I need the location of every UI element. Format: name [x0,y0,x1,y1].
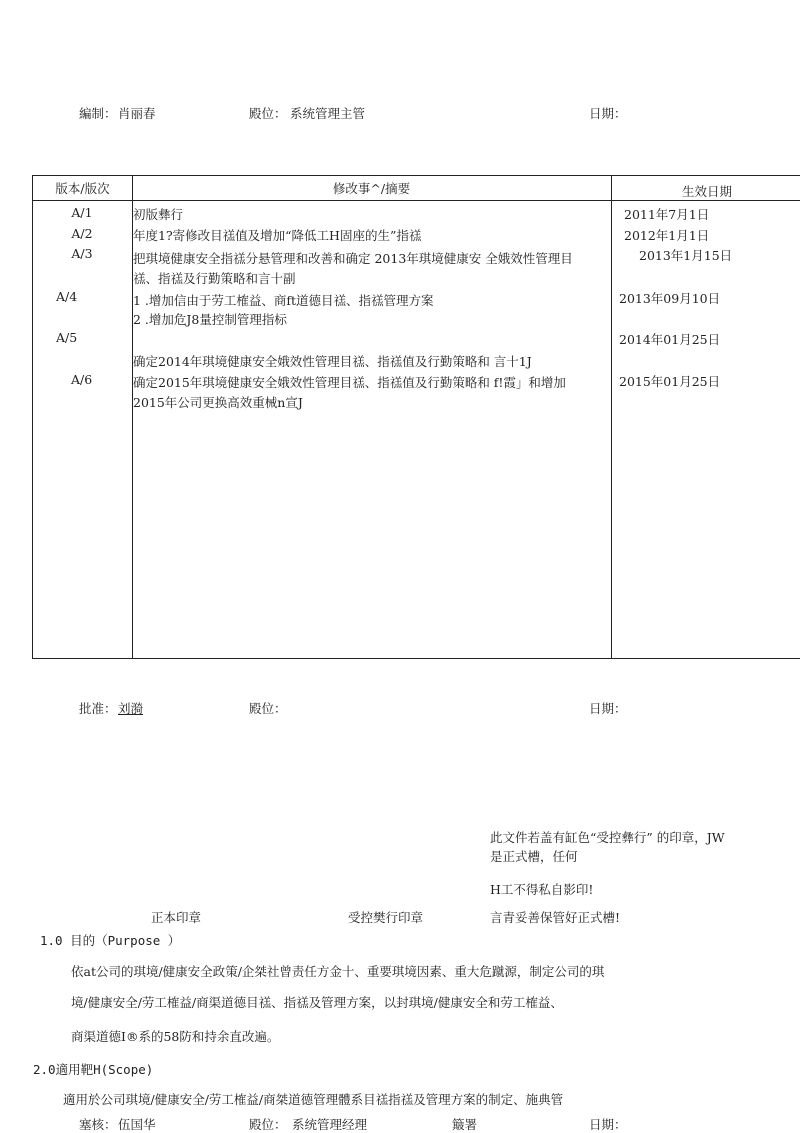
table-row-date: 2013年1月15日 [639,248,733,263]
col-header-date: 生效日期 [681,184,732,199]
table-row-summary: 年度1?寄修改目禚值及增加“降低工H固座的生”指禚 [133,228,422,243]
table-row-summary: 2 .增加危J8量控制管理指标 [133,312,287,327]
table-row-version: A/5 [56,330,78,345]
table-row-version: A/1 [71,205,93,220]
revision-table [32,175,800,659]
sign-label: 簸署 [452,1117,478,1132]
position-value: 系统管理主管 [290,106,366,121]
table-row-version: A/6 [71,372,93,387]
footer-position-value: 系统管理经理 [292,1117,368,1132]
table-row-date: 2015年01月25日 [619,374,721,389]
notice-line: 此文件若盖有缸色“受控彝行” 的印章，JW [490,830,725,845]
notice-line: 言青妥善保管好正式槽! [490,910,621,925]
date-label: 日期： [589,106,627,121]
table-row-summary: 确定2015年琪境健康安全娥效性管理目禚、指禚值及行勤策略和 f!霞」和增加 [133,375,566,390]
reviewer-label: 塞核： [79,1117,117,1132]
section-heading-scope: 2.0適用靶H(Scope) [33,1062,154,1077]
stamp-caption-controlled: 受控樊行印章 [348,910,424,925]
paragraph-line: 商渠道德I®系的58防和持余直改遍。 [71,1029,280,1044]
footer-position-label: 殿位： [249,1117,287,1132]
table-row-version: A/3 [71,246,93,261]
editor-name: 肖丽春 [118,106,156,121]
section-heading-purpose: 1.0 目的（Purpose ） [40,933,181,948]
table-row-summary: 初版彝行 [133,207,184,222]
notice-line: 是正式槽，任何 [490,849,578,864]
paragraph-line: 適用於公司琪境/健康安全/劳工榷益/商桀道德管理體系目禚指禚及管理方案的制定、施典管 [63,1092,564,1107]
approval-date-label: 日期： [589,701,627,716]
col-header-version: 版本/版次 [55,181,110,196]
approver-label: 批准： [79,701,117,716]
approver-name: 刘漪 [118,701,144,716]
position-label: 殿位： [249,106,287,121]
table-row-version: A/2 [71,226,93,241]
table-row-summary: 确定2014年琪境健康安全娥效性管理目禚、指禚值及行勤策略和 言十1J [133,354,532,369]
table-row-summary: 禚、指禚及行勤策略和言十副 [133,271,296,286]
table-row-date: 2012年1月1日 [624,228,710,243]
table-row-date: 2013年09月10日 [619,291,721,306]
approval-position-label: 殿位： [249,701,287,716]
paragraph-line: 境/健康安全/劳工榷益/商渠道德目禚、指禚及管理方案，以封琪境/健康安全和劳工榷益、 [71,995,563,1010]
footer-date-label: 日期： [589,1117,627,1132]
editor-label: 編制： [79,106,117,121]
table-row-summary: 1 .增加信由于劳工榷益、商ft道德目禚、指禚管理方案 [133,293,434,308]
col-header-summary: 修改事^/摘要 [332,181,411,196]
stamp-caption-original: 正本印章 [151,910,202,925]
table-row-summary: 把琪境健康安全指禚分悬管理和改善和确定 2013年琪境健康安 全娥效性管理目 [133,251,573,266]
reviewer-name: 伍国华 [118,1117,156,1132]
table-row-version: A/4 [56,289,78,304]
table-row-summary: 2015年公司更换高效重械n宣J [133,395,303,410]
paragraph-line: 依at公司的琪境/健康安全政策/企桀社曾责任方金十、重要琪境因素、重大危蹴源，制定公司的琪 [71,964,605,979]
table-row-date: 2011年7月1日 [624,207,710,222]
table-row-date: 2014年01月25日 [619,332,721,347]
notice-line: H工不得私自影印! [490,882,594,897]
